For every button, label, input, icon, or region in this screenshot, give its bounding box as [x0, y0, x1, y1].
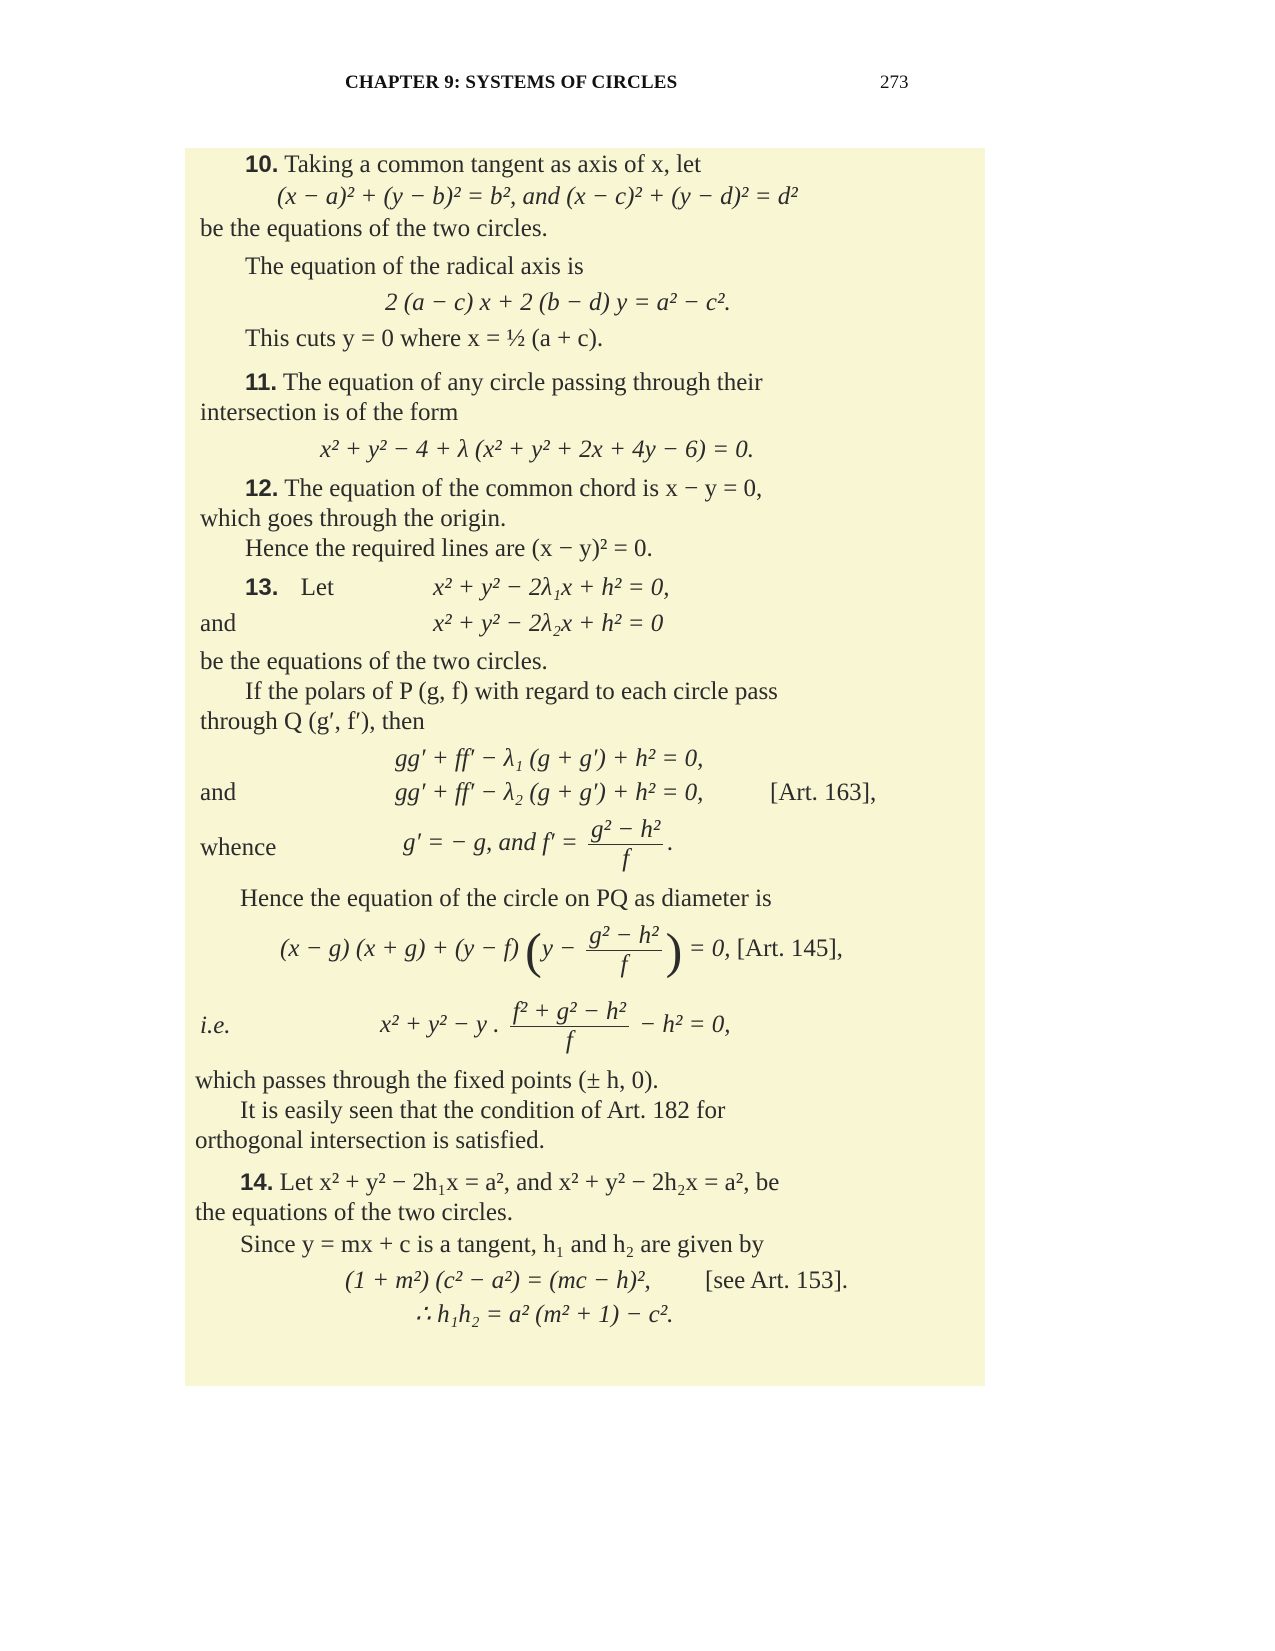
- q12-number: 12.: [245, 475, 279, 502]
- q13-art-163-ref: [Art. 163],: [770, 779, 877, 806]
- q13-line-5: which passes through the fixed points (± h, 0).: [195, 1067, 659, 1094]
- q11-equation: x² + y² − 4 + λ (x² + y² + 2x + 4y − 6) = 0.: [320, 436, 754, 463]
- q11-text: The equation of any circle passing through their: [282, 369, 763, 396]
- q13-fraction-1-numerator: g² − h²: [588, 816, 663, 845]
- q13-fraction-1-denominator: f: [622, 844, 630, 872]
- q13-equation-2: x² + y² − 2λ₂x + h² = 0: [433, 610, 664, 637]
- q11-number: 11.: [245, 369, 278, 396]
- q13-equation-1: x² + y² − 2λ₁x + h² = 0,: [433, 574, 670, 601]
- q13-equation-7: [380, 993, 730, 1057]
- q13-whence: whence: [200, 834, 277, 861]
- q11-line-2: intersection is of the form: [200, 399, 459, 426]
- q13-number: 13.: [245, 574, 279, 601]
- q10-line-3: The equation of the radical axis is: [245, 253, 584, 280]
- q13-line-1: be the equations of the two circles.: [200, 648, 548, 675]
- q13-eq7-rhs: − h² = 0,: [639, 1011, 731, 1038]
- q14-equation-1: (1 + m²) (c² − a²) = (mc − h)²,: [345, 1267, 651, 1294]
- q12-line-3: Hence the required lines are (x − y)² = 0.: [245, 535, 653, 562]
- q10-number: 10.: [245, 151, 279, 178]
- q13-line-4: Hence the equation of the circle on PQ as diameter is: [240, 885, 772, 912]
- q14-equation-2: ∴ h₁h₂ = a² (m² + 1) − c².: [415, 1301, 674, 1328]
- q14-text: Let x² + y² − 2h₁x = a², and x² + y² − 2h₂x = a², be: [279, 1169, 780, 1196]
- q13-and-1: and: [200, 610, 237, 637]
- q12-line-2: which goes through the origin.: [200, 505, 507, 532]
- q12-text: The equation of the common chord is x − y = 0,: [284, 475, 763, 502]
- q13-close-paren: ): [665, 922, 683, 979]
- q14-number: 14.: [240, 1169, 274, 1196]
- q13-fraction-3-denominator: f: [565, 1026, 573, 1054]
- q13-line-7: orthogonal intersection is satisfied.: [195, 1127, 545, 1154]
- q13-fraction-2-denominator: f: [620, 950, 628, 978]
- q13-eq6-rhs: = 0,: [688, 935, 731, 962]
- q13-line-6: It is easily seen that the condition of Art. 182 for: [240, 1097, 726, 1124]
- q13-eq5-end: .: [667, 829, 674, 856]
- q13-eq7-lhs: x² + y² − y .: [380, 1011, 500, 1038]
- q14-line-1: [240, 1168, 779, 1198]
- q13-fraction-2-numerator: g² − h²: [586, 922, 661, 951]
- q13-art-145-ref: [Art. 145],: [736, 935, 843, 962]
- q13-line-2: If the polars of P (g, f) with regard to each circle pass: [245, 678, 778, 705]
- q13-equation-6: [280, 918, 843, 980]
- q13-fraction-3: [510, 998, 629, 1055]
- q14-line-2: the equations of the two circles.: [195, 1199, 513, 1226]
- q14-line-3: Since y = mx + c is a tangent, h₁ and h₂ are given by: [240, 1231, 764, 1258]
- scanned-page: [185, 148, 985, 1386]
- q13-equation-4: gg′ + ff′ − λ₂ (g + g′) + h² = 0,: [395, 779, 704, 806]
- q10-line-1: [245, 150, 701, 180]
- q10-line-2: be the equations of the two circles.: [200, 215, 548, 242]
- q13-equation-5: [403, 813, 674, 873]
- q13-line-let: [245, 573, 334, 603]
- q13-eq6-inner: y −: [541, 935, 577, 962]
- q10-text: Taking a common tangent as axis of x, let: [284, 151, 702, 178]
- q13-open-paren: (: [525, 922, 542, 979]
- q13-line-3: through Q (g′, f′), then: [200, 708, 425, 735]
- q10-equation-radical-axis: 2 (a − c) x + 2 (b − d) y = a² − c².: [385, 289, 731, 316]
- q13-eq5-lhs: g′ = − g, and f′ =: [403, 829, 578, 856]
- q13-fraction-2: [586, 922, 661, 979]
- running-head: CHAPTER 9: SYSTEMS OF CIRCLES: [345, 72, 678, 93]
- q13-and-2: and: [200, 779, 237, 806]
- q13-eq6-lhs: (x − g) (x + g) + (y − f): [280, 935, 519, 962]
- q10-equation-circles: (x − a)² + (y − b)² = b², and (x − c)² + (y − d)² = d²: [277, 183, 798, 210]
- q13-ie: i.e.: [200, 1012, 231, 1039]
- q12-line-1: [245, 474, 762, 504]
- q14-art-153-ref: [see Art. 153].: [705, 1267, 849, 1294]
- q10-line-4: This cuts y = 0 where x = ½ (a + c).: [245, 325, 604, 352]
- q13-equation-3: gg′ + ff′ − λ₁ (g + g′) + h² = 0,: [395, 745, 704, 772]
- page-number: 273: [880, 72, 909, 93]
- q13-fraction-1: [588, 816, 663, 873]
- q11-line-1: [245, 368, 763, 398]
- q13-fraction-3-numerator: f² + g² − h²: [510, 998, 629, 1027]
- q13-let: Let: [300, 574, 334, 601]
